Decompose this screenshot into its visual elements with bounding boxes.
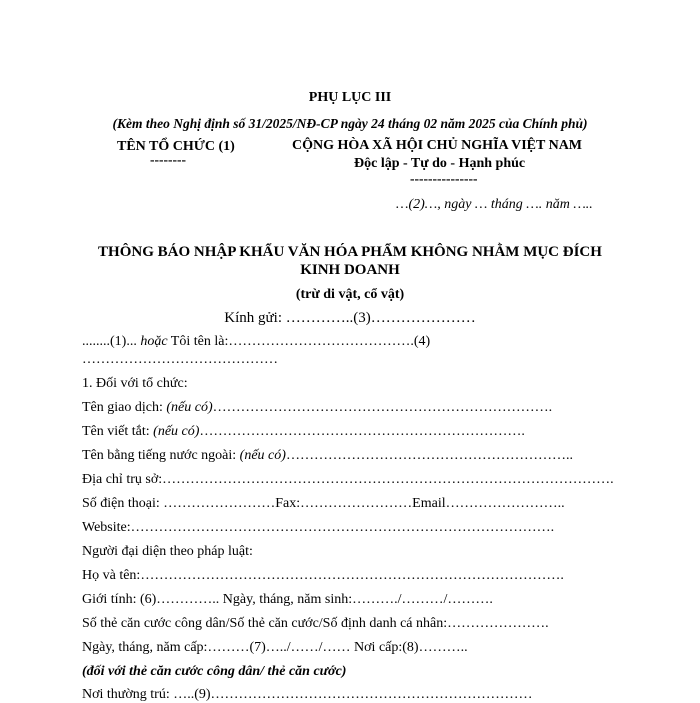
document-title-line1: THÔNG BÁO NHẬP KHẨU VĂN HÓA PHẨM KHÔNG NHẰM MỤC ĐÍCH	[98, 244, 602, 260]
place-date-line: …(2)…, ngày … tháng …. năm …..	[396, 197, 593, 212]
country-name: CỘNG HÒA XÃ HỘI CHỦ NGHĨA VIỆT NAM	[292, 138, 583, 153]
recipient-line: Kính gửi: …………..(3)…………………	[224, 310, 476, 326]
trade-name-dots: ……………………………………………………………….	[212, 400, 553, 415]
foreign-name-line	[82, 448, 573, 464]
trade-name-line	[82, 400, 552, 416]
org-name: TÊN TỔ CHỨC (1)	[117, 139, 235, 154]
trade-name-label: Tên giao dịch:	[82, 400, 167, 415]
document-subtitle: (trừ di vật, cổ vật)	[295, 287, 405, 302]
issue-date-line: Ngày, tháng, năm cấp:………(7)…../……/…… Nơi cấp:(8)………..	[82, 640, 468, 655]
short-name-dots: …………………………………………………………….	[199, 424, 525, 439]
short-name-label: Tên viết tắt:	[82, 424, 154, 439]
decree-reference: (Kèm theo Nghị định số 31/2025/NĐ-CP ngày 24 tháng 02 năm 2025 của Chính phủ)	[112, 116, 588, 131]
website-line: Website:……………………………………………………………………………….	[82, 520, 555, 535]
phone-fax-email-line: Số điện thoại: ……………………Fax:……………………Email……………………..	[82, 496, 565, 511]
applicant-prefix: ........(1)...	[82, 334, 141, 349]
applicant-continuation: ……………………………………	[82, 352, 278, 367]
address-line: Địa chỉ trụ sở:…………………………………………………………………………………….	[82, 472, 614, 487]
applicant-or: hoặc	[140, 334, 168, 349]
id-number-line: Số thẻ căn cước công dân/Số thẻ căn cước/Số định danh cá nhân:………………….	[82, 616, 549, 631]
document-title-line2: KINH DOANH	[300, 262, 400, 278]
foreign-name-note: (nếu có)	[239, 448, 286, 463]
motto-divider: ---------------	[410, 171, 478, 186]
national-motto: Độc lập - Tự do - Hạnh phúc	[354, 156, 526, 171]
foreign-name-dots: ……………………………………………………..	[285, 448, 573, 463]
id-card-note: (đối với thẻ căn cước công dân/ thẻ căn cước)	[82, 664, 347, 679]
org-divider: --------	[150, 152, 186, 167]
appendix-title: PHỤ LỤC III	[308, 90, 392, 105]
applicant-line	[82, 334, 430, 350]
applicant-name-label: Tôi tên là:………………………………….(4)	[167, 334, 431, 349]
legal-representative-heading: Người đại diện theo pháp luật:	[82, 544, 253, 559]
section1-heading: 1. Đối với tổ chức:	[82, 376, 188, 391]
full-name-line: Họ và tên:……………………………………………………………………………….	[82, 568, 564, 583]
short-name-note: (nếu có)	[153, 424, 200, 439]
gender-dob-line: Giới tính: (6)………….. Ngày, tháng, năm sinh:………./………/……….	[82, 592, 493, 607]
short-name-line	[82, 424, 525, 440]
trade-name-note: (nếu có)	[166, 400, 213, 415]
foreign-name-label: Tên bằng tiếng nước ngoài:	[82, 448, 240, 463]
residence-line: Nơi thường trú: …..(9)……………………………………………………………	[82, 687, 533, 702]
